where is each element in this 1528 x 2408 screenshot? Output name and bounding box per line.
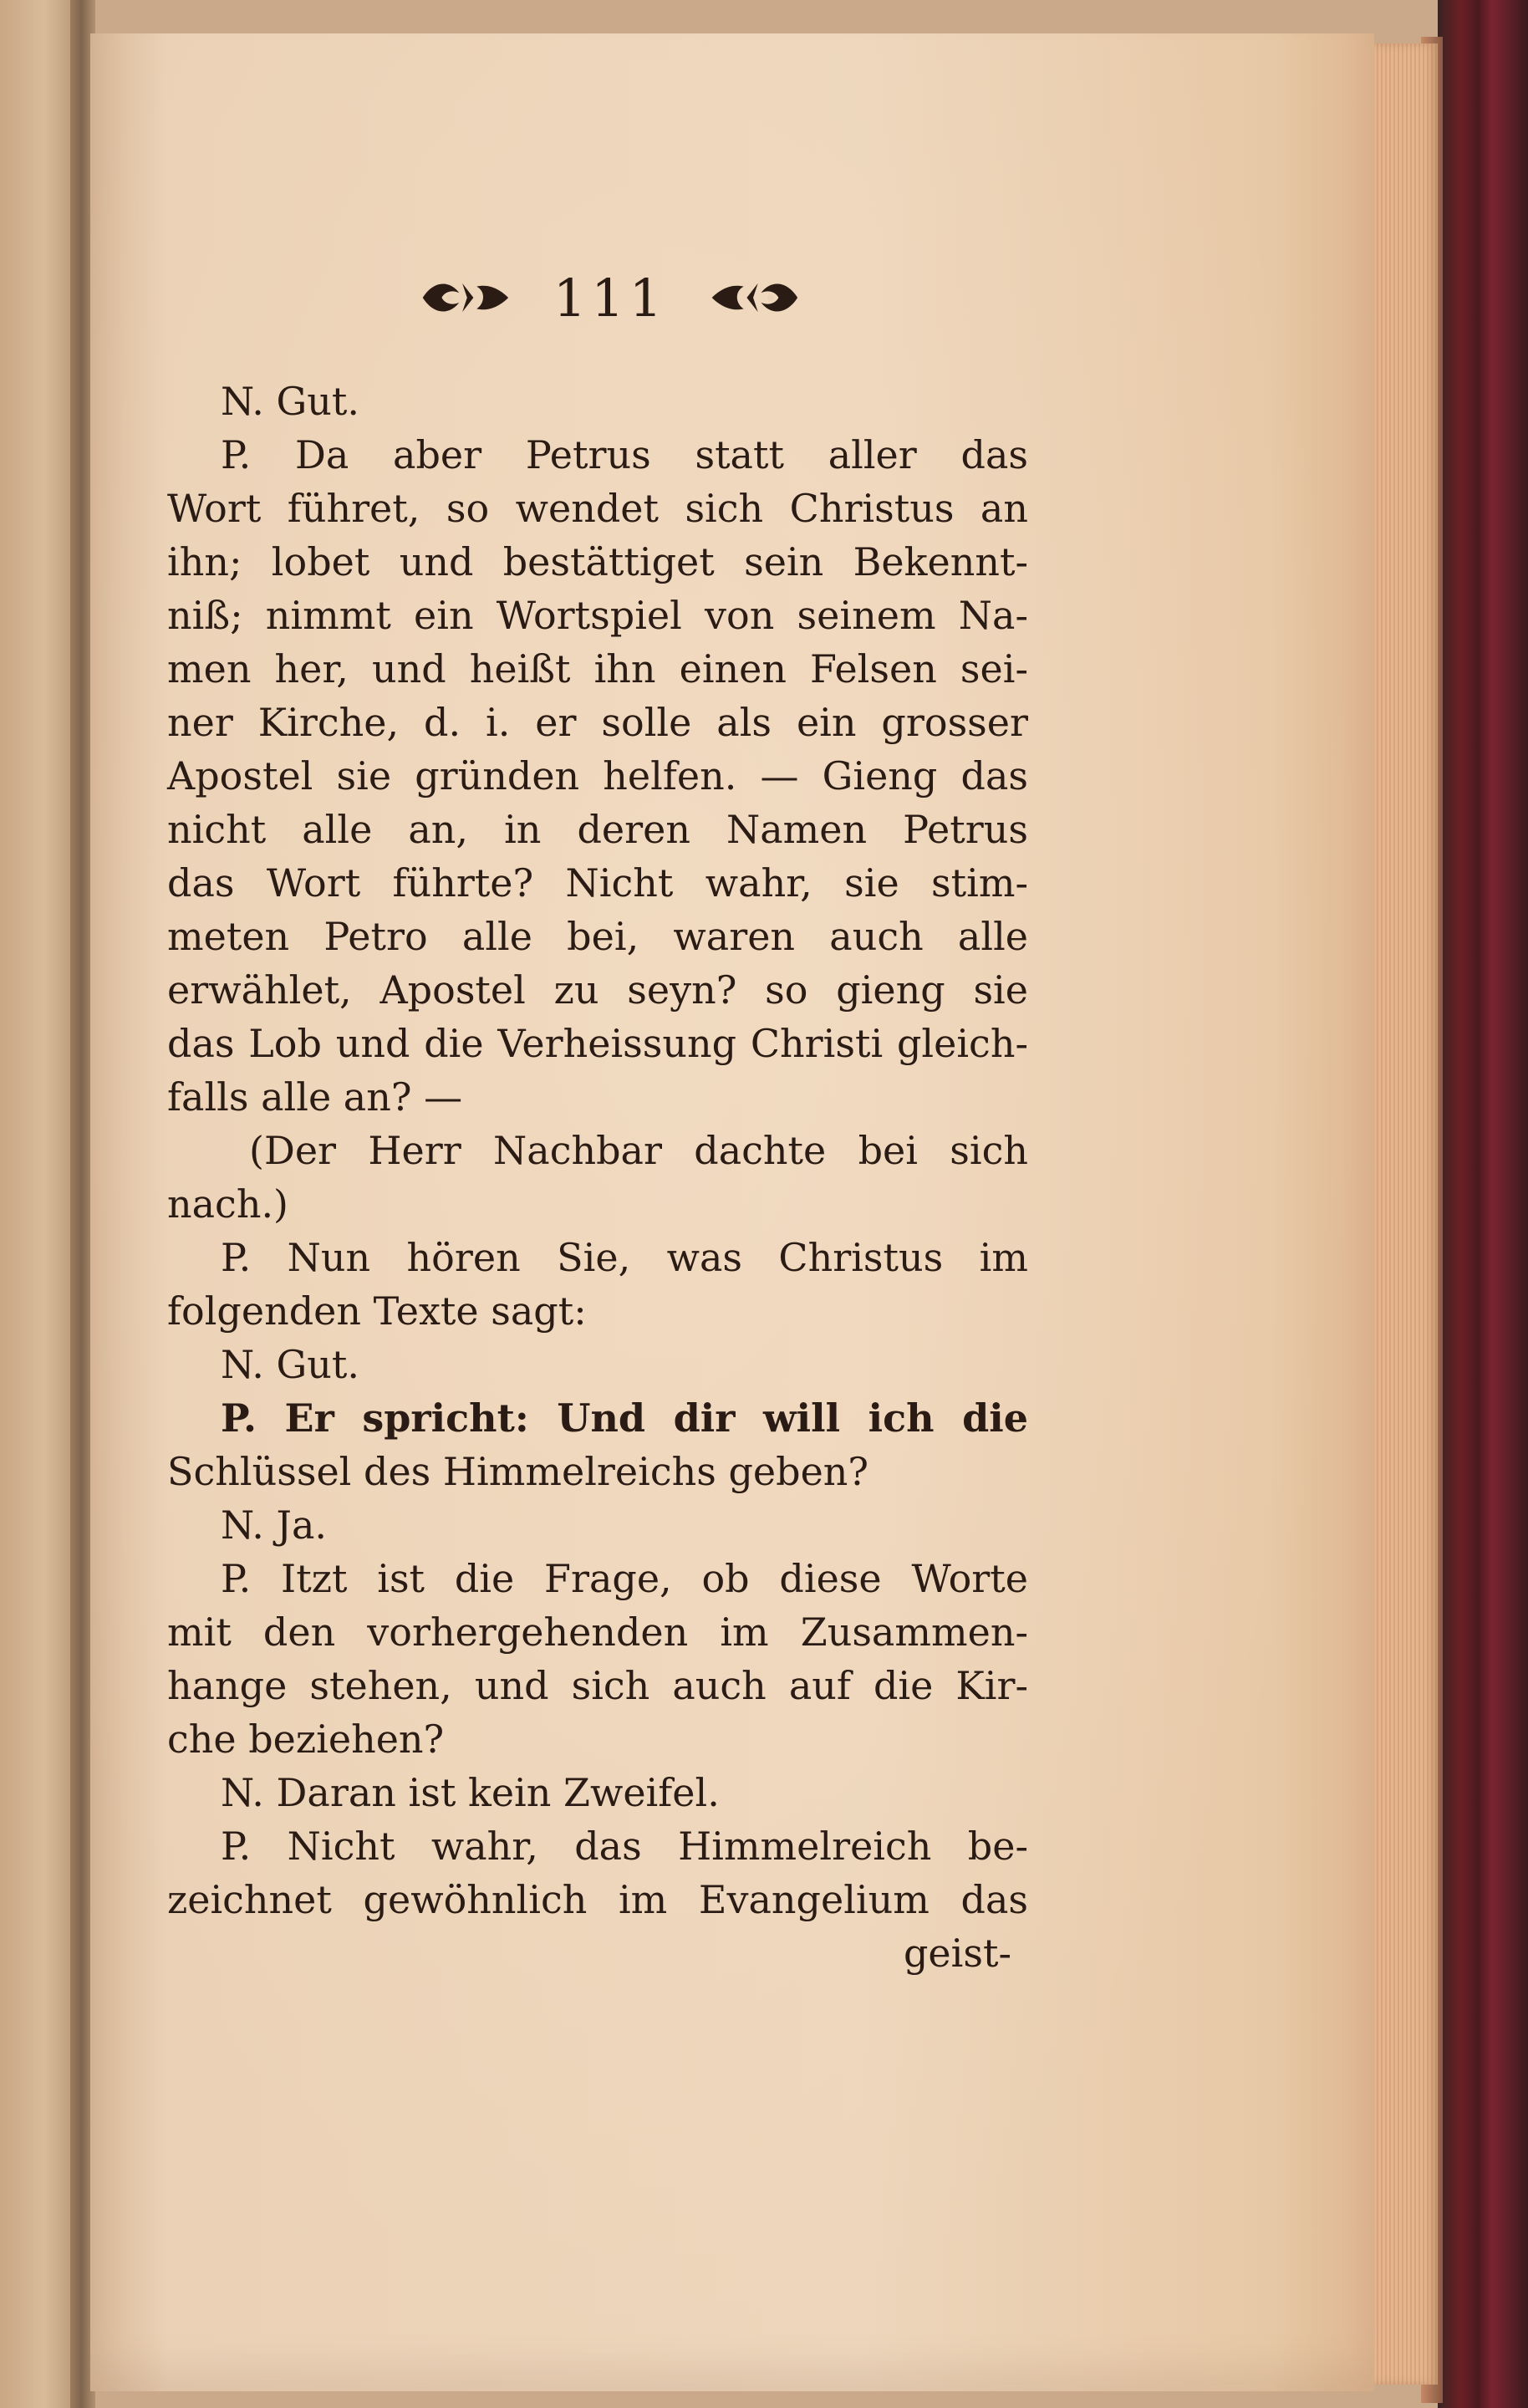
text-line: Wort führet, so wendet sich Christus an xyxy=(167,486,1028,531)
page-block-edges xyxy=(1374,43,1438,2385)
text-line: Schlüssel des Himmelreichs geben? xyxy=(167,1449,869,1494)
text-line: folgenden Texte sagt: xyxy=(167,1288,587,1334)
text-line: P. Nun hören Sie, was Christus im xyxy=(221,1235,1028,1280)
text-line: ihn; lobet und bestättiget sein Bekennt- xyxy=(167,539,1028,584)
text-line: P. Itzt ist die Frage, ob diese Worte xyxy=(221,1556,1028,1601)
text-line: P. Er spricht: Und dir will ich die xyxy=(221,1395,1028,1441)
left-page-edge xyxy=(0,0,80,2408)
text-line: meten Petro alle bei, waren auch alle xyxy=(167,914,1028,959)
text-line: Apostel sie gründen helfen. — Gieng das xyxy=(167,753,1028,798)
text-line: das Lob und die Verheissung Christi gleich- xyxy=(167,1021,1028,1066)
catchword: geist- xyxy=(903,1931,1011,1976)
running-head xyxy=(418,264,802,331)
text-line: N. Daran ist kein Zweifel. xyxy=(221,1770,720,1815)
text-line: ner Kirche, d. i. er solle als ein grosser xyxy=(167,700,1028,745)
text-line: niß; nimmt ein Wortspiel von seinem Na- xyxy=(167,593,1028,638)
text-line: das Wort führte? Nicht wahr, sie stim- xyxy=(167,860,1028,906)
text-line: N. Ja. xyxy=(221,1502,328,1548)
text-line: hange stehen, und sich auch auf die Kir- xyxy=(167,1663,1028,1708)
page-body xyxy=(167,375,1028,1980)
left-ornament-icon xyxy=(418,274,513,321)
book-cover-board xyxy=(1438,0,1528,2408)
text-line: erwählet, Apostel zu seyn? so gieng sie xyxy=(167,967,1028,1013)
page-number: 111 xyxy=(553,267,668,329)
right-ornament-icon xyxy=(707,274,802,321)
text-line: che beziehen? xyxy=(167,1717,445,1762)
text-line: P. Nicht wahr, das Himmelreich be- xyxy=(221,1824,1028,1869)
text-line: (Der Herr Nachbar dachte bei sich xyxy=(249,1128,1028,1173)
text-line: nicht alle an, in deren Namen Petrus xyxy=(167,807,1028,852)
text-line: zeichnet gewöhnlich im Evangelium das xyxy=(167,1877,1028,1922)
text-line: P. Da aber Petrus statt aller das xyxy=(221,432,1028,477)
text-line: N. Gut. xyxy=(221,1342,360,1387)
text-line: nach.) xyxy=(167,1181,289,1227)
text-line: men her, und heißt ihn einen Felsen sei- xyxy=(167,646,1028,691)
text-line: N. Gut. xyxy=(221,379,360,424)
text-line: mit den vorhergehenden im Zusammen- xyxy=(167,1610,1028,1655)
text-line: falls alle an? — xyxy=(167,1074,463,1120)
